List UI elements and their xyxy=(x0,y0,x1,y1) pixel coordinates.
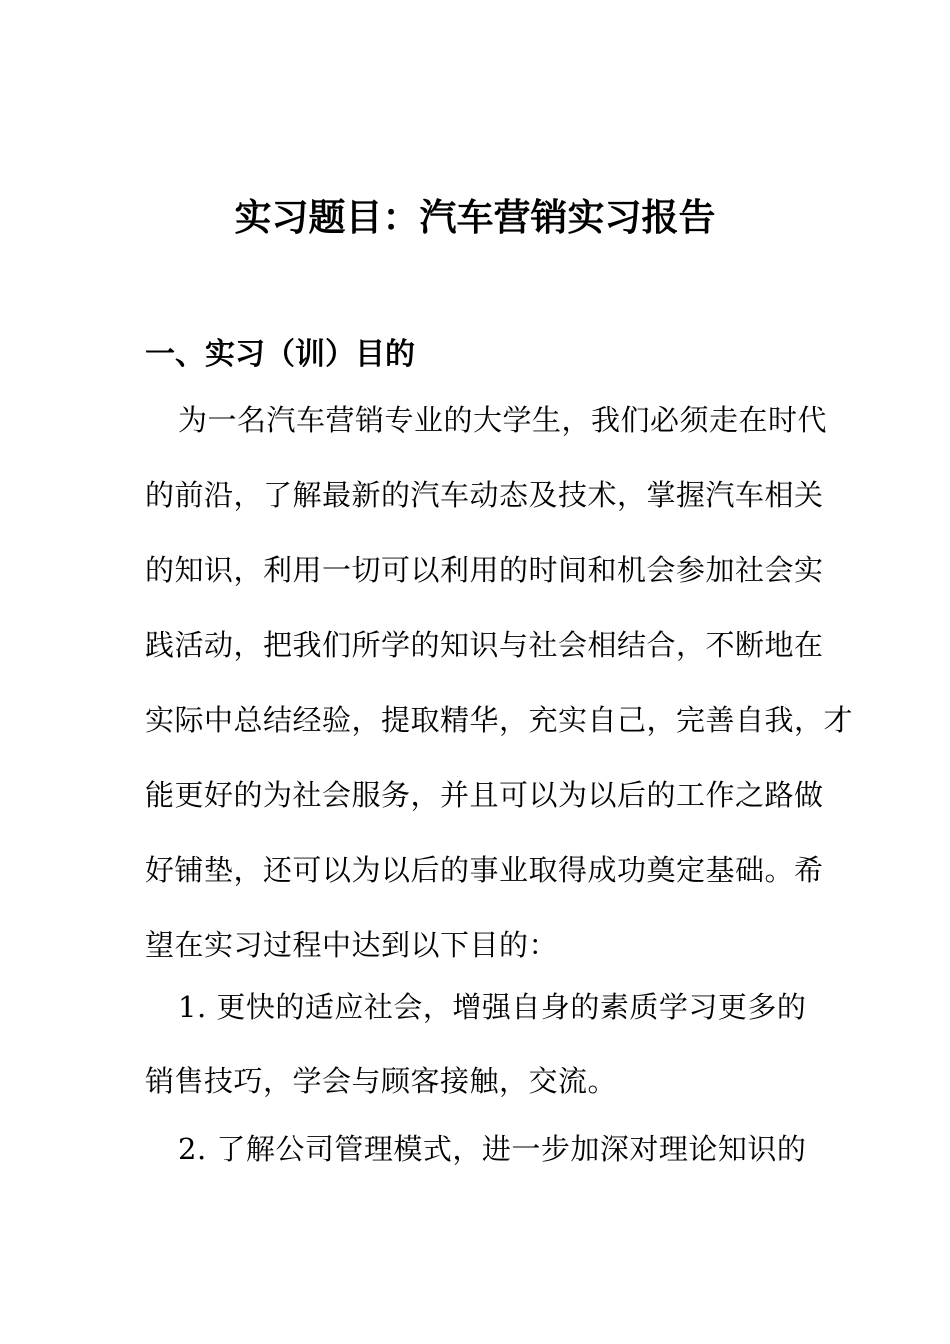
list-item-1-line-1: 1. 更快的适应社会，增强自身的素质学习更多的 xyxy=(178,990,807,1024)
list-item-1-line-2: 销售技巧，学会与顾客接触，交流。 xyxy=(145,1064,618,1098)
paragraph-line: 的前沿，了解最新的汽车动态及技术，掌握汽车相关 xyxy=(145,478,824,512)
paragraph-line: 实际中总结经验，提取精华，充实自己，完善自我，才 xyxy=(145,703,854,737)
paragraph-line: 的知识，利用一切可以利用的时间和机会参加社会实 xyxy=(145,553,824,587)
list-item-2-line-1: 2. 了解公司管理模式，进一步加深对理论知识的 xyxy=(178,1132,807,1166)
paragraph-line: 好铺垫，还可以为以后的事业取得成功奠定基础。希 xyxy=(145,853,824,887)
paragraph-line: 践活动，把我们所学的知识与社会相结合，不断地在 xyxy=(145,628,824,662)
paragraph-line: 能更好的为社会服务，并且可以为以后的工作之路做 xyxy=(145,778,824,812)
paragraph-line: 为一名汽车营销专业的大学生，我们必须走在时代 xyxy=(178,403,828,437)
section-heading: 一、实习（训）目的 xyxy=(145,337,415,372)
document-title: 实习题目：汽车营销实习报告 xyxy=(234,196,716,239)
paragraph-line: 望在实习过程中达到以下目的： xyxy=(145,928,559,962)
